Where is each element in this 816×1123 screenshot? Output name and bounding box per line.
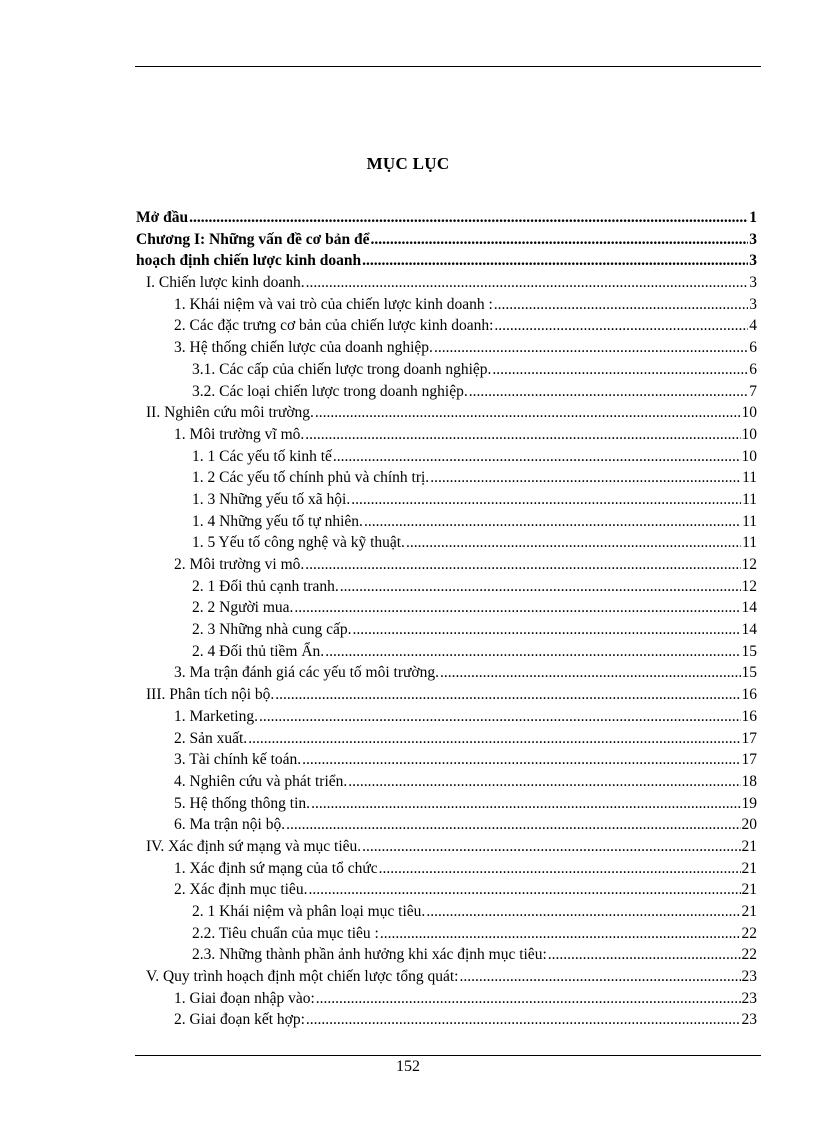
toc-entry-title: 2. 4 Đối thủ tiềm Ẩn. [192, 642, 325, 660]
toc-entry-page: 22 [741, 924, 757, 942]
toc-entry-page: 10 [741, 404, 757, 422]
toc-entry-title: 1. Giai đoạn nhập vào: [174, 989, 315, 1007]
toc-dot-leader [294, 597, 740, 619]
toc-dot-leader [259, 706, 741, 728]
toc-dot-leader [494, 315, 748, 337]
toc-entry[interactable] [136, 1009, 757, 1031]
toc-entry[interactable] [136, 489, 757, 511]
toc-entry-page: 17 [741, 751, 757, 769]
toc-dot-leader [286, 814, 740, 836]
toc-entry-page: 16 [741, 686, 757, 704]
toc-entry-title: II. Nghiên cứu môi trường. [146, 404, 314, 422]
toc-entry-page: 6 [749, 339, 757, 357]
toc-entry-page: 1 [749, 209, 757, 226]
toc-dot-leader [494, 294, 748, 316]
toc-entry-title: III. Phân tích nội bộ. [146, 686, 275, 704]
toc-entry-title: 2. 2 Người mua. [192, 599, 294, 617]
toc-entry[interactable] [136, 662, 757, 684]
table-of-contents [136, 207, 757, 1031]
toc-entry[interactable] [136, 272, 757, 294]
toc-entry-page: 23 [741, 968, 757, 986]
toc-entry[interactable] [136, 511, 757, 533]
toc-dot-leader [333, 446, 741, 468]
toc-dot-leader [469, 381, 749, 403]
toc-entry[interactable] [136, 944, 757, 966]
toc-dot-leader [305, 554, 740, 576]
page-number: 152 [396, 1058, 420, 1075]
toc-entry[interactable] [136, 467, 757, 489]
toc-entry-page: 12 [741, 577, 757, 595]
toc-entry[interactable] [136, 879, 757, 901]
toc-entry-page: 23 [741, 1011, 757, 1029]
toc-dot-leader [305, 424, 740, 446]
header-rule [135, 66, 761, 67]
toc-entry[interactable] [136, 858, 757, 880]
toc-entry[interactable] [136, 901, 757, 923]
toc-dot-leader [406, 532, 741, 554]
toc-entry-title: 2. Giai đoạn kết hợp: [174, 1011, 305, 1029]
toc-entry[interactable] [136, 966, 757, 988]
toc-entry[interactable] [136, 337, 757, 359]
toc-entry-page: 7 [749, 382, 757, 400]
toc-entry-page: 15 [741, 664, 757, 682]
toc-entry-title: 3. Ma trận đánh giá các yếu tố môi trường. [174, 664, 439, 682]
toc-entry[interactable] [136, 597, 757, 619]
toc-entry-page: 14 [741, 621, 757, 639]
toc-entry-page: 10 [741, 447, 757, 465]
toc-dot-leader [348, 771, 740, 793]
toc-entry-title: 6. Ma trận nội bộ. [174, 816, 286, 834]
toc-entry-page: 3 [749, 295, 757, 313]
toc-dot-leader [430, 467, 741, 489]
toc-entry[interactable] [136, 728, 757, 750]
toc-dot-leader [364, 511, 741, 533]
toc-dot-leader [325, 641, 740, 663]
toc-entry-page: 14 [741, 599, 757, 617]
toc-dot-leader [189, 207, 748, 229]
toc-entry-page: 10 [741, 425, 757, 443]
toc-dot-leader [426, 901, 740, 923]
toc-entry-title: V. Quy trình hoạch định một chiến lược tổng quát: [146, 968, 459, 986]
toc-entry-title: 2. 3 Những nhà cung cấp. [192, 621, 352, 639]
toc-entry-title: hoạch định chiến lược kinh doanh [136, 252, 362, 270]
toc-entry-title: 3. Tài chính kế toán. [174, 751, 302, 769]
toc-entry-title: 5. Hệ thống thông tin. [174, 794, 311, 812]
toc-entry[interactable] [136, 402, 757, 424]
toc-entry[interactable] [136, 814, 757, 836]
toc-entry-title: IV. Xác định sứ mạng và mục tiêu. [146, 837, 362, 855]
toc-dot-leader [311, 793, 740, 815]
toc-entry-page: 17 [741, 729, 757, 747]
toc-entry-page: 23 [741, 989, 757, 1007]
toc-entry[interactable] [136, 446, 757, 468]
toc-entry-page: 15 [741, 642, 757, 660]
toc-entry-page: 21 [741, 859, 757, 877]
toc-dot-leader [353, 619, 741, 641]
toc-entry-title: 3.1. Các cấp của chiến lược trong doanh nghiệp. [192, 360, 492, 378]
toc-dot-leader [275, 684, 740, 706]
footer-rule [135, 1055, 761, 1056]
toc-dot-leader [440, 662, 741, 684]
toc-entry[interactable] [136, 315, 757, 337]
toc-entry-title: 1. 3 Những yếu tố xã hội. [192, 490, 351, 508]
toc-entry[interactable] [136, 229, 757, 251]
toc-dot-leader [434, 337, 748, 359]
toc-entry[interactable] [136, 793, 757, 815]
toc-dot-leader [380, 923, 741, 945]
toc-entry-page: 19 [741, 794, 757, 812]
toc-entry-title: 3.2. Các loại chiến lược trong doanh nghiệp. [192, 382, 468, 400]
toc-entry[interactable] [136, 771, 757, 793]
toc-entry[interactable] [136, 381, 757, 403]
toc-dot-leader [492, 359, 748, 381]
toc-dot-leader [460, 966, 741, 988]
toc-dot-leader [248, 728, 740, 750]
toc-entry-title: 1. 2 Các yếu tố chính phủ và chính trị. [192, 469, 430, 487]
toc-dot-leader [302, 749, 740, 771]
toc-entry[interactable] [136, 641, 757, 663]
toc-dot-leader [315, 402, 741, 424]
toc-entry[interactable] [136, 424, 757, 446]
toc-entry-page: 11 [742, 490, 757, 508]
toc-entry-page: 4 [749, 317, 757, 335]
toc-entry[interactable] [136, 836, 757, 858]
toc-entry-title: Chương I: Những vấn đề cơ bản để [136, 230, 370, 248]
toc-dot-leader [548, 944, 741, 966]
toc-entry-title: 1. 5 Yếu tố công nghệ và kỹ thuật. [192, 534, 405, 552]
toc-entry-page: 18 [741, 772, 757, 790]
toc-dot-leader [306, 272, 749, 294]
toc-entry[interactable] [136, 207, 757, 229]
toc-entry[interactable] [136, 554, 757, 576]
toc-entry-page: 21 [741, 881, 757, 899]
toc-entry-title: 1. Xác định sứ mạng của tổ chức [174, 859, 378, 877]
toc-dot-leader [308, 879, 740, 901]
toc-dot-leader [362, 250, 748, 272]
toc-entry-page: 16 [741, 707, 757, 725]
toc-entry-title: 1. 1 Các yếu tố kinh tế [192, 447, 332, 465]
toc-entry[interactable] [136, 988, 757, 1010]
toc-entry-title: 2.3. Những thành phần ảnh hưởng khi xác định mục tiêu: [192, 946, 547, 964]
toc-entry-page: 3 [749, 252, 757, 270]
toc-entry-title: I. Chiến lược kinh doanh. [146, 274, 305, 292]
toc-entry-page: 21 [741, 837, 757, 855]
toc-entry-title: 3. Hệ thống chiến lược của doanh nghiệp. [174, 339, 433, 357]
toc-entry[interactable] [136, 749, 757, 771]
toc-entry-title: 2. Các đặc trưng cơ bản của chiến lược kinh doanh: [174, 317, 494, 335]
toc-entry[interactable] [136, 250, 757, 272]
toc-entry-page: 22 [741, 946, 757, 964]
toc-entry[interactable] [136, 706, 757, 728]
toc-entry[interactable] [136, 576, 757, 598]
toc-entry-page: 21 [741, 903, 757, 920]
toc-entry-page: 3 [749, 230, 757, 248]
toc-entry-title: 2.2. Tiêu chuẩn của mục tiêu : [192, 924, 379, 942]
toc-entry-title: 1. Môi trường vĩ mô. [174, 425, 305, 443]
toc-entry-title: 2. Môi trường vi mô. [174, 556, 305, 573]
toc-entry[interactable] [136, 684, 757, 706]
page-title: MỤC LỤC [366, 154, 450, 173]
toc-entry-page: 20 [741, 816, 757, 834]
toc-entry-title: 1. Marketing. [174, 707, 258, 725]
toc-dot-leader [340, 576, 741, 598]
toc-entry-page: 11 [742, 512, 757, 530]
toc-dot-leader [370, 229, 748, 251]
toc-entry-title: 1. Khái niệm và vai trò của chiến lược kinh doanh : [174, 295, 493, 313]
toc-entry-page: 11 [742, 534, 757, 552]
toc-dot-leader [379, 858, 741, 880]
toc-entry-page: 6 [749, 360, 757, 378]
toc-entry-page: 11 [742, 469, 757, 487]
toc-entry[interactable] [136, 359, 757, 381]
toc-entry-title: Mở đầu [136, 209, 189, 226]
toc-dot-leader [316, 988, 741, 1010]
toc-dot-leader [306, 1009, 741, 1031]
toc-entry[interactable] [136, 923, 757, 945]
toc-entry-page: 3 [749, 274, 757, 292]
toc-entry-title: 2. Xác định mục tiêu. [174, 881, 308, 899]
toc-entry[interactable] [136, 619, 757, 641]
toc-entry-title: 2. 1 Khái niệm và phân loại mục tiêu. [192, 903, 426, 920]
toc-entry[interactable] [136, 294, 757, 316]
toc-entry-title: 2. 1 Đối thủ cạnh tranh. [192, 577, 339, 595]
toc-entry-page: 12 [741, 556, 757, 573]
toc-dot-leader [351, 489, 741, 511]
toc-entry-title: 1. 4 Những yếu tố tự nhiên. [192, 512, 363, 530]
toc-entry[interactable] [136, 532, 757, 554]
toc-entry-title: 4. Nghiên cứu và phát triển. [174, 772, 348, 790]
toc-entry-title: 2. Sản xuất. [174, 729, 248, 747]
toc-dot-leader [362, 836, 740, 858]
